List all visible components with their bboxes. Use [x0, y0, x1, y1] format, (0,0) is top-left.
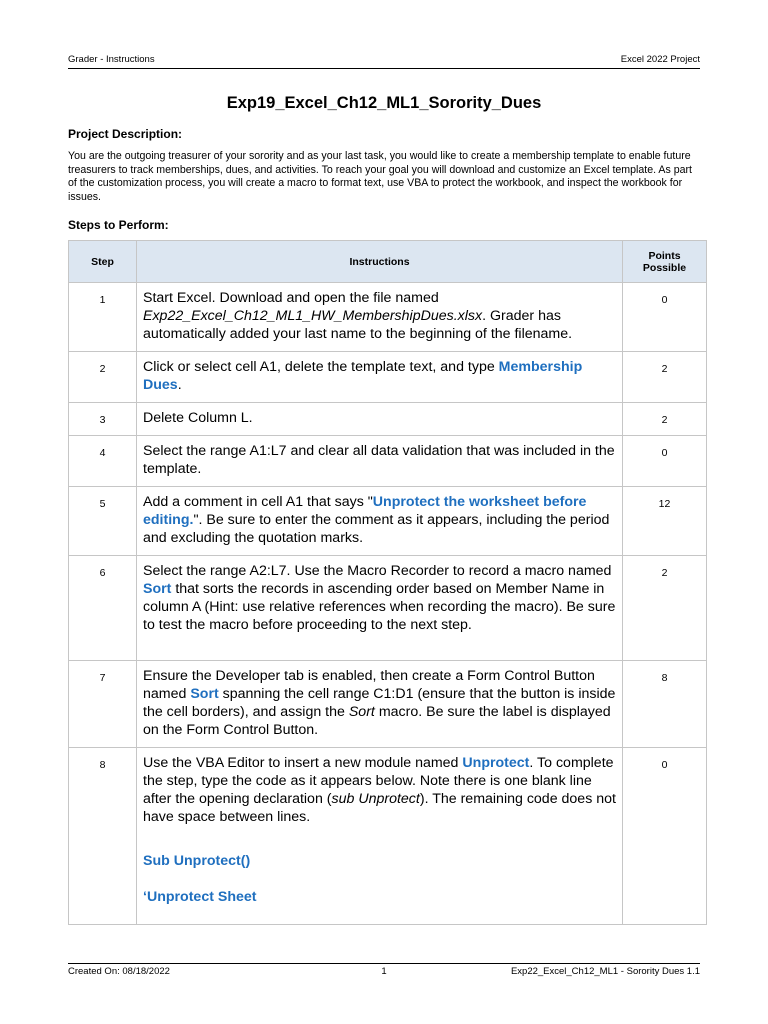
step-instructions	[137, 403, 623, 436]
step-number: 3	[69, 403, 137, 436]
project-description-heading: Project Description:	[68, 127, 183, 141]
table-row	[69, 283, 707, 352]
instr-text: Add a comment in cell A1 that says "	[143, 494, 373, 510]
instr-text: spanning the cell range C1:D1 (ensure that the button is inside the cell borders), and assign the	[143, 686, 616, 720]
instr-text: macro. Be sure the label is displayed on the Form Control Button.	[143, 704, 611, 738]
step-number: 2	[69, 352, 137, 403]
project-description-text: You are the outgoing treasurer of your sorority and as your last task, you would like to create a membership template to enable future treasurers to track memberships, dues, and activities. To reach your goal you will download and customize an Excel template. As part of the customization process, you will create a macro to format text, use VBA to protect the workbook, and inspect the workbook for issues.	[68, 150, 692, 203]
instr-highlight: Sort	[143, 581, 172, 597]
instr-highlight: Membership Dues	[143, 359, 583, 393]
footer-created-on: Created On: 08/18/2022	[68, 966, 170, 977]
table-row	[69, 403, 707, 436]
code-line: Sub Unprotect()	[143, 853, 251, 869]
page-header	[68, 54, 700, 69]
step-points: 0	[623, 748, 707, 925]
document-title: Exp19_Excel_Ch12_ML1_Sorority_Dues	[226, 94, 542, 112]
header-right: Excel 2022 Project	[620, 54, 700, 65]
footer-doc-id: Exp22_Excel_Ch12_ML1 - Sorority Dues 1.1	[510, 966, 700, 977]
instr-text: Select the range A1:L7 and clear all data validation that was included in the template.	[143, 443, 615, 477]
instr-text: Use the VBA Editor to insert a new module named	[143, 755, 463, 771]
step-instructions	[137, 352, 623, 403]
col-header-points	[623, 241, 707, 283]
col-header-points-label: Points Possible	[642, 249, 687, 274]
table-row	[69, 661, 707, 748]
table-row	[69, 487, 707, 556]
step-instructions	[137, 436, 623, 487]
footer-page-number: 1	[381, 966, 387, 977]
step-points: 12	[623, 487, 707, 556]
step-instructions	[137, 556, 623, 661]
step-points: 0	[623, 436, 707, 487]
header-left: Grader - Instructions	[68, 54, 155, 65]
step-points: 2	[623, 403, 707, 436]
instr-text: Ensure the Developer tab is enabled, then create a Form Control Button named	[143, 668, 595, 702]
steps-table	[68, 240, 707, 925]
steps-heading: Steps to Perform:	[68, 218, 169, 232]
instr-text: .	[177, 377, 182, 393]
col-header-instructions: Instructions	[137, 241, 623, 283]
instr-text: ". Be sure to enter the comment as it appears, including the period and excluding the quotation marks.	[143, 512, 610, 546]
step-instructions	[137, 748, 623, 925]
instr-text: Delete Column L.	[143, 410, 253, 426]
instr-text: Select the range A2:L7. Use the Macro Recorder to record a macro named	[143, 563, 612, 579]
instr-highlight: Sort	[190, 686, 219, 702]
instr-text: that sorts the records in ascending order based on Member Name in column A (Hint: use relative references when recording the macro). Be sure to test the macro before proceeding to the next step.	[143, 581, 616, 633]
step-number: 8	[69, 748, 137, 925]
instr-highlight: Unprotect	[462, 755, 530, 771]
table-row	[69, 748, 707, 925]
instr-text: ). The remaining code does not have space between lines.	[143, 791, 616, 825]
step-number: 5	[69, 487, 137, 556]
instr-italic: Sort	[348, 704, 375, 720]
step-points: 0	[623, 283, 707, 352]
instr-highlight: Unprotect the worksheet before editing.	[143, 494, 587, 528]
step-number: 1	[69, 283, 137, 352]
filename-italic: Exp22_Excel_Ch12_ML1_HW_MembershipDues.xlsx	[143, 308, 483, 324]
table-row	[69, 436, 707, 487]
instr-text: . Grader has automatically added your last name to the beginning of the filename.	[143, 308, 573, 342]
step-points: 2	[623, 556, 707, 661]
instr-italic: sub Unprotect	[331, 791, 420, 807]
col-header-step: Step	[69, 241, 137, 283]
step-instructions	[137, 661, 623, 748]
step-number: 7	[69, 661, 137, 748]
vba-code-block	[143, 852, 616, 906]
step-instructions	[137, 487, 623, 556]
code-line: ‘Unprotect Sheet	[143, 889, 257, 905]
step-points: 2	[623, 352, 707, 403]
instr-text: Click or select cell A1, delete the template text, and type	[143, 359, 499, 375]
instr-text: Start Excel. Download and open the file named	[143, 290, 439, 306]
page-footer	[68, 963, 700, 980]
step-number: 6	[69, 556, 137, 661]
step-instructions	[137, 283, 623, 352]
step-number: 4	[69, 436, 137, 487]
instr-text: . To complete the step, type the code as it appears below. Note there is one blank line after the opening declaration (	[143, 755, 614, 807]
step-points: 8	[623, 661, 707, 748]
table-row	[69, 556, 707, 661]
table-row	[69, 352, 707, 403]
table-header-row	[69, 241, 707, 283]
